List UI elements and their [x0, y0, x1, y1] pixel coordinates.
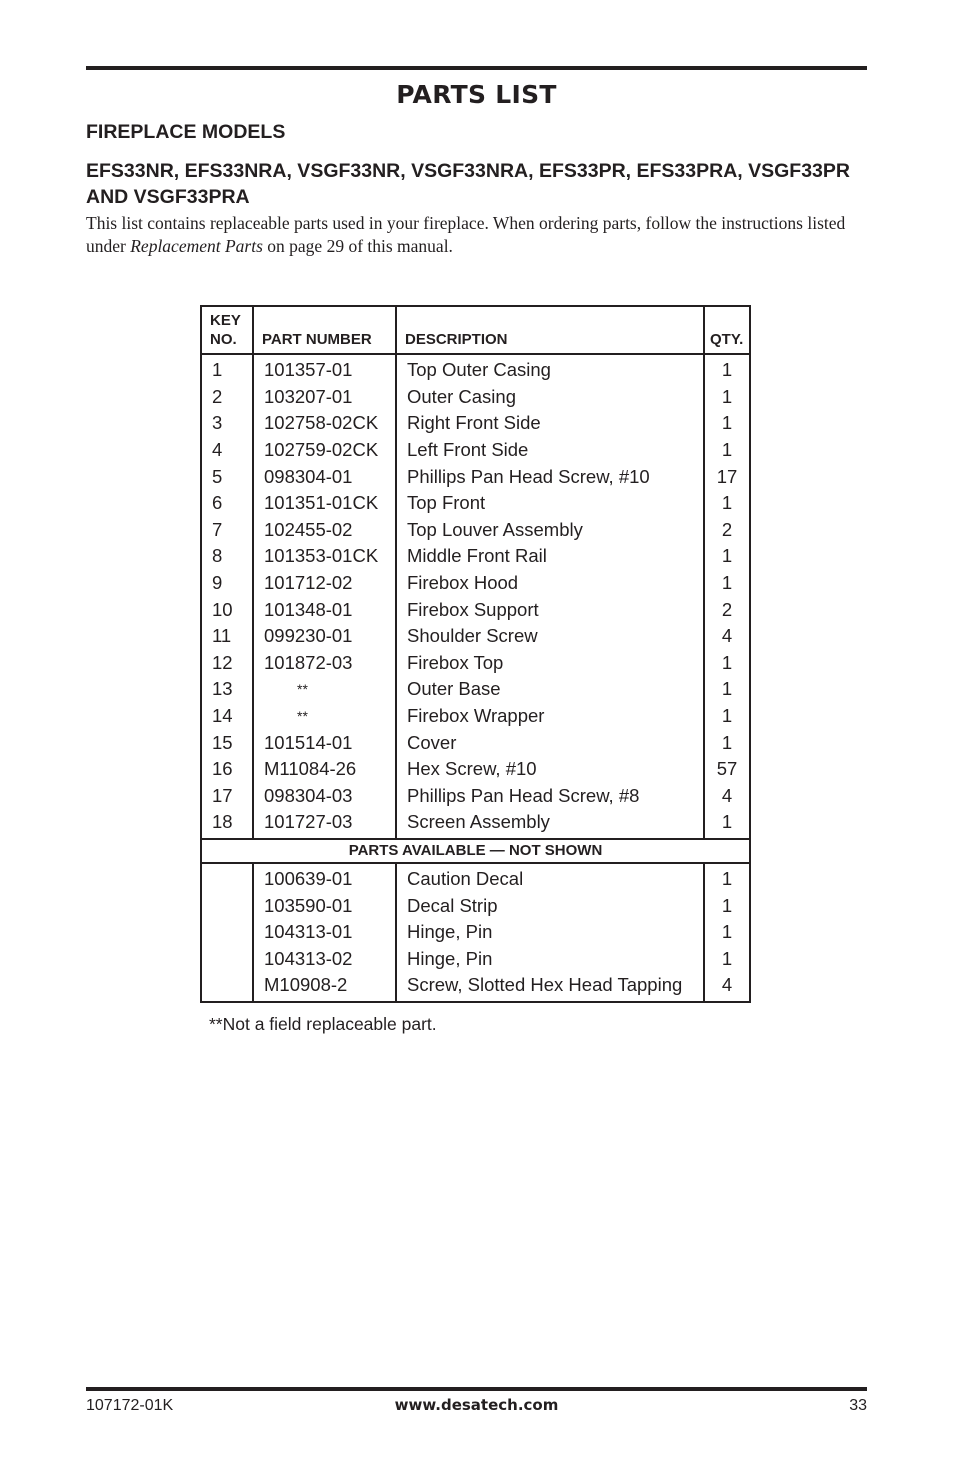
footer-website: www.desatech.com	[394, 1396, 559, 1414]
header-key-label: KEY NO.	[210, 312, 241, 348]
table-row	[201, 783, 750, 810]
key-no-cell	[201, 892, 253, 919]
table-row	[201, 892, 750, 919]
part-number-cell: 104313-02	[253, 945, 396, 972]
header-key-no	[201, 306, 253, 354]
key-no-cell: 12	[201, 650, 253, 677]
part-number-cell: 101357-01	[253, 354, 396, 384]
table-row	[201, 623, 750, 650]
footnote: **Not a field replaceable part.	[209, 1014, 437, 1034]
table-row	[201, 490, 750, 517]
bottom-rule	[86, 1387, 867, 1391]
key-no-cell: 9	[201, 570, 253, 597]
not-shown-rows	[201, 863, 750, 1002]
key-no-cell: 8	[201, 543, 253, 570]
part-number-cell: 103590-01	[253, 892, 396, 919]
description-cell: Middle Front Rail	[396, 543, 704, 570]
footer-doc-number: 107172-01K	[86, 1397, 174, 1414]
part-number-cell: 102758-02CK	[253, 410, 396, 437]
not-shown-subheading: PARTS AVAILABLE — NOT SHOWN	[201, 839, 750, 863]
key-no-cell	[201, 945, 253, 972]
part-number-cell: 101727-03	[253, 809, 396, 839]
key-no-cell: 13	[201, 676, 253, 703]
description-cell: Outer Casing	[396, 384, 704, 411]
qty-cell: 4	[704, 623, 750, 650]
qty-cell: 1	[704, 410, 750, 437]
part-number-cell: 101514-01	[253, 729, 396, 756]
table-row	[201, 384, 750, 411]
description-cell: Cover	[396, 729, 704, 756]
subheading-row	[201, 839, 750, 863]
description-cell: Decal Strip	[396, 892, 704, 919]
key-no-cell	[201, 863, 253, 893]
qty-cell: 2	[704, 517, 750, 544]
key-no-cell: 17	[201, 783, 253, 810]
table-row	[201, 703, 750, 730]
table-row	[201, 463, 750, 490]
part-number-cell: 104313-01	[253, 919, 396, 946]
part-number-cell: 100639-01	[253, 863, 396, 893]
description-cell: Top Louver Assembly	[396, 517, 704, 544]
key-no-cell	[201, 919, 253, 946]
key-no-cell: 11	[201, 623, 253, 650]
qty-cell: 1	[704, 570, 750, 597]
page-title: PARTS LIST	[396, 80, 557, 109]
description-cell: Firebox Hood	[396, 570, 704, 597]
part-number-cell: 101712-02	[253, 570, 396, 597]
key-no-cell: 16	[201, 756, 253, 783]
description-cell: Firebox Wrapper	[396, 703, 704, 730]
qty-cell: 1	[704, 809, 750, 839]
qty-cell: 4	[704, 972, 750, 1002]
qty-cell: 4	[704, 783, 750, 810]
qty-cell: 1	[704, 892, 750, 919]
description-cell: Phillips Pan Head Screw, #8	[396, 783, 704, 810]
description-cell: Firebox Top	[396, 650, 704, 677]
part-number-cell: M11084-26	[253, 756, 396, 783]
qty-cell: 1	[704, 354, 750, 384]
qty-cell: 1	[704, 384, 750, 411]
table-row	[201, 676, 750, 703]
key-no-cell: 7	[201, 517, 253, 544]
description-cell: Right Front Side	[396, 410, 704, 437]
part-number-cell: 101353-01CK	[253, 543, 396, 570]
qty-cell: 1	[704, 543, 750, 570]
key-no-cell: 3	[201, 410, 253, 437]
part-number-cell: 103207-01	[253, 384, 396, 411]
qty-cell: 1	[704, 676, 750, 703]
qty-cell: 2	[704, 596, 750, 623]
description-cell: Top Front	[396, 490, 704, 517]
qty-cell: 1	[704, 703, 750, 730]
part-number-cell: M10908-2	[253, 972, 396, 1002]
table-row	[201, 570, 750, 597]
table-row	[201, 863, 750, 893]
table-row	[201, 543, 750, 570]
table-row	[201, 729, 750, 756]
description-cell: Screw, Slotted Hex Head Tapping	[396, 972, 704, 1002]
table-row	[201, 756, 750, 783]
intro-text-after: on page 29 of this manual.	[262, 236, 453, 256]
qty-cell: 57	[704, 756, 750, 783]
qty-cell: 1	[704, 729, 750, 756]
table-row	[201, 596, 750, 623]
key-no-cell: 1	[201, 354, 253, 384]
qty-cell: 1	[704, 945, 750, 972]
parts-rows	[201, 354, 750, 839]
parts-table	[200, 305, 751, 1003]
table-row	[201, 972, 750, 1002]
table-row	[201, 517, 750, 544]
description-cell: Outer Base	[396, 676, 704, 703]
part-number-cell: 102759-02CK	[253, 437, 396, 464]
intro-paragraph	[86, 212, 871, 258]
header-description: DESCRIPTION	[396, 306, 704, 354]
description-cell: Left Front Side	[396, 437, 704, 464]
description-cell: Phillips Pan Head Screw, #10	[396, 463, 704, 490]
table-row	[201, 650, 750, 677]
table-row	[201, 437, 750, 464]
top-rule	[86, 66, 867, 70]
part-number-cell: 099230-01	[253, 623, 396, 650]
header-part-number: PART NUMBER	[253, 306, 396, 354]
key-no-cell: 18	[201, 809, 253, 839]
qty-cell: 1	[704, 490, 750, 517]
table-row	[201, 919, 750, 946]
description-cell: Shoulder Screw	[396, 623, 704, 650]
description-cell: Hex Screw, #10	[396, 756, 704, 783]
part-number-cell: 101348-01	[253, 596, 396, 623]
qty-cell: 1	[704, 919, 750, 946]
qty-cell: 1	[704, 437, 750, 464]
table-row	[201, 354, 750, 384]
intro-text-before: This list contains replaceable parts used in your fireplace. When ordering parts, follow the instructions listed under	[86, 213, 846, 256]
description-cell: Hinge, Pin	[396, 945, 704, 972]
description-cell: Top Outer Casing	[396, 354, 704, 384]
key-no-cell: 2	[201, 384, 253, 411]
part-number-cell: **	[253, 676, 396, 703]
intro-emphasis: Replacement Parts	[130, 236, 263, 256]
table-row	[201, 809, 750, 839]
key-no-cell: 10	[201, 596, 253, 623]
models-heading: EFS33NR, EFS33NRA, VSGF33NR, VSGF33NRA, EFS33PR, EFS33PRA, VSGF33PR AND VSGF33PRA	[86, 160, 850, 208]
part-number-cell: 098304-01	[253, 463, 396, 490]
key-no-cell: 15	[201, 729, 253, 756]
part-number-cell: 101872-03	[253, 650, 396, 677]
part-number-cell: 098304-03	[253, 783, 396, 810]
description-cell: Caution Decal	[396, 863, 704, 893]
key-no-cell	[201, 972, 253, 1002]
table-row	[201, 410, 750, 437]
key-no-cell: 6	[201, 490, 253, 517]
section-heading: FIREPLACE MODELS	[86, 121, 286, 143]
header-qty: QTY.	[704, 306, 750, 354]
qty-cell: 1	[704, 863, 750, 893]
description-cell: Firebox Support	[396, 596, 704, 623]
qty-cell: 17	[704, 463, 750, 490]
part-number-cell: 102455-02	[253, 517, 396, 544]
qty-cell: 1	[704, 650, 750, 677]
table-header-row	[201, 306, 750, 354]
key-no-cell: 14	[201, 703, 253, 730]
footer-page-number: 33	[849, 1397, 867, 1414]
description-cell: Hinge, Pin	[396, 919, 704, 946]
description-cell: Screen Assembly	[396, 809, 704, 839]
part-number-cell: 101351-01CK	[253, 490, 396, 517]
key-no-cell: 4	[201, 437, 253, 464]
key-no-cell: 5	[201, 463, 253, 490]
part-number-cell: **	[253, 703, 396, 730]
table-row	[201, 945, 750, 972]
